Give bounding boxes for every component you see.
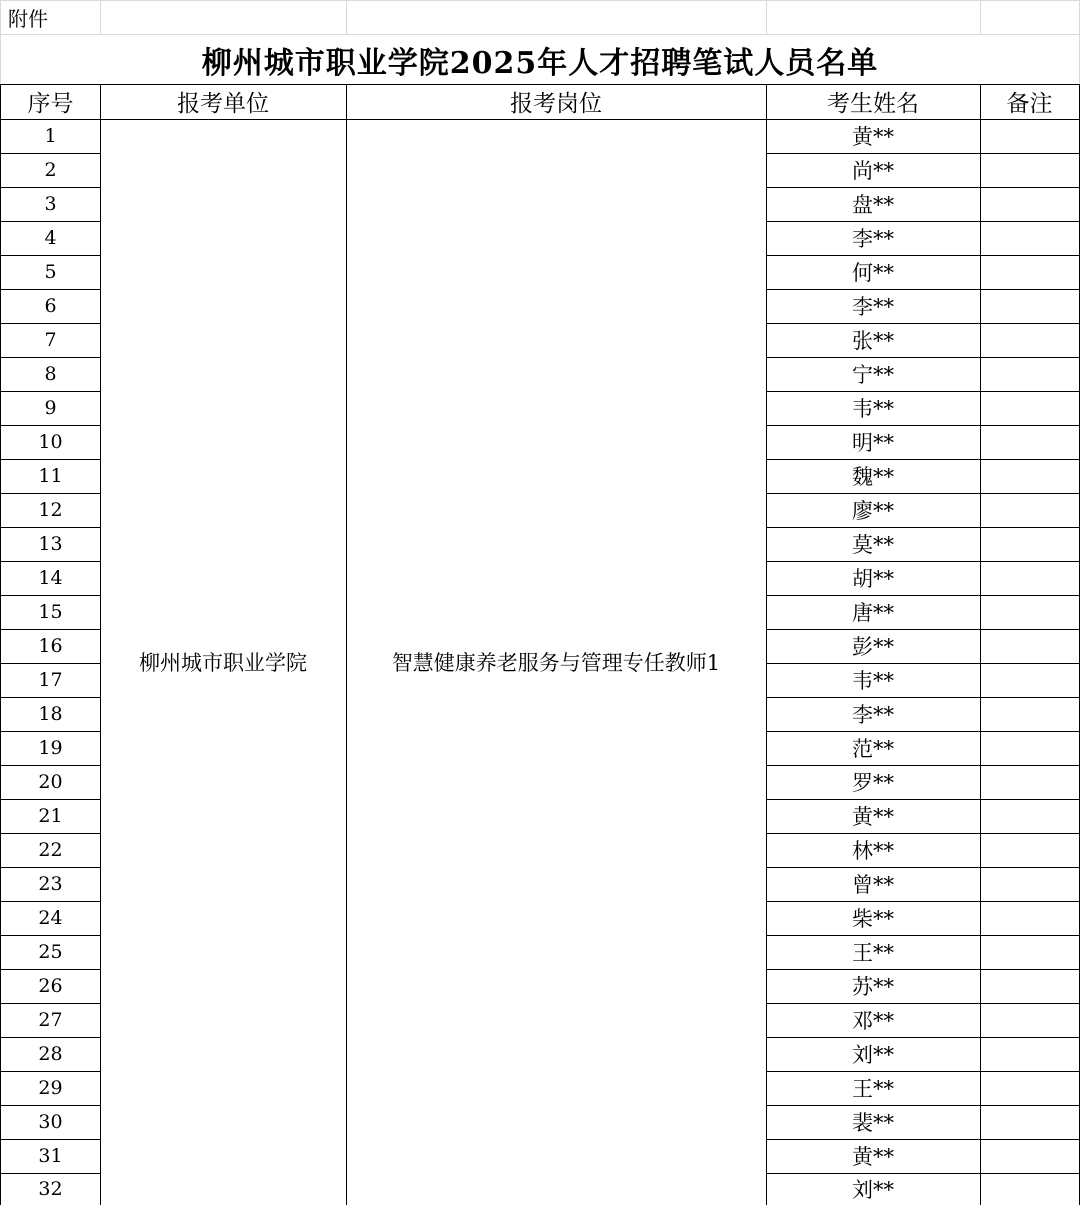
row-index: 27 bbox=[38, 1009, 63, 1031]
candidate-name-cell[interactable] bbox=[766, 1105, 981, 1140]
row-index: 17 bbox=[38, 669, 63, 691]
row-index: 6 bbox=[44, 295, 57, 317]
remark-cell[interactable] bbox=[980, 527, 1080, 562]
candidate-name-cell[interactable] bbox=[766, 561, 981, 596]
candidate-name: 柴** bbox=[852, 907, 894, 931]
row-index-cell[interactable] bbox=[0, 323, 101, 358]
remark-cell[interactable] bbox=[980, 153, 1080, 188]
empty-cell[interactable] bbox=[100, 0, 347, 35]
candidate-name-cell[interactable] bbox=[766, 901, 981, 936]
candidate-name: 魏** bbox=[852, 465, 894, 489]
candidate-name: 范** bbox=[852, 737, 894, 761]
candidate-name: 宁** bbox=[852, 363, 894, 387]
candidate-name-cell[interactable] bbox=[766, 1139, 981, 1174]
row-index: 5 bbox=[44, 261, 57, 283]
row-index: 10 bbox=[38, 431, 63, 453]
row-index-cell[interactable] bbox=[0, 527, 101, 562]
candidate-name: 王** bbox=[852, 941, 894, 965]
candidate-name: 黄** bbox=[852, 125, 894, 149]
remark-cell[interactable] bbox=[980, 493, 1080, 528]
row-index-cell[interactable] bbox=[0, 493, 101, 528]
row-index-cell[interactable] bbox=[0, 1139, 101, 1174]
row-index: 22 bbox=[38, 839, 63, 861]
remark-cell[interactable] bbox=[980, 867, 1080, 902]
remark-cell[interactable] bbox=[980, 221, 1080, 256]
remark-cell[interactable] bbox=[980, 357, 1080, 392]
candidate-name: 李** bbox=[852, 227, 894, 251]
remark-cell[interactable] bbox=[980, 1037, 1080, 1072]
header-name-label: 考生姓名 bbox=[827, 91, 919, 117]
remark-cell[interactable] bbox=[980, 595, 1080, 630]
remark-cell[interactable] bbox=[980, 697, 1080, 732]
header-name[interactable] bbox=[766, 84, 981, 120]
row-index: 28 bbox=[38, 1043, 63, 1065]
candidate-name: 黄** bbox=[852, 805, 894, 829]
candidate-name: 唐** bbox=[852, 601, 894, 625]
candidate-name-cell[interactable] bbox=[766, 493, 981, 528]
row-index: 30 bbox=[38, 1111, 63, 1133]
empty-cell[interactable] bbox=[766, 0, 981, 35]
candidate-name: 莫** bbox=[852, 533, 894, 557]
row-index: 4 bbox=[44, 227, 57, 249]
row-index: 31 bbox=[38, 1145, 63, 1167]
candidate-name: 林** bbox=[852, 839, 894, 863]
row-index: 18 bbox=[38, 703, 63, 725]
candidate-name-cell[interactable] bbox=[766, 1071, 981, 1106]
row-index: 12 bbox=[38, 499, 63, 521]
remark-cell[interactable] bbox=[980, 833, 1080, 868]
candidate-name-cell[interactable] bbox=[766, 629, 981, 664]
candidate-name-cell[interactable] bbox=[766, 459, 981, 494]
row-index: 32 bbox=[38, 1178, 63, 1200]
remark-cell[interactable] bbox=[980, 1071, 1080, 1106]
candidate-name: 罗** bbox=[852, 771, 894, 795]
row-index: 2 bbox=[44, 159, 57, 181]
candidate-name-cell[interactable] bbox=[766, 391, 981, 426]
candidate-name: 裴** bbox=[852, 1111, 894, 1135]
row-index: 11 bbox=[38, 465, 63, 487]
row-index: 14 bbox=[38, 567, 63, 589]
row-index-cell[interactable] bbox=[0, 799, 101, 834]
candidate-name: 苏** bbox=[852, 975, 894, 999]
header-unit-label: 报考单位 bbox=[177, 91, 269, 117]
candidate-name: 明** bbox=[852, 431, 894, 455]
row-index: 13 bbox=[38, 533, 63, 555]
candidate-name: 李** bbox=[852, 295, 894, 319]
row-index-cell[interactable] bbox=[0, 119, 101, 154]
remark-cell[interactable] bbox=[980, 1139, 1080, 1174]
remark-cell[interactable] bbox=[980, 289, 1080, 324]
row-index-cell[interactable] bbox=[0, 153, 101, 188]
row-index-cell[interactable] bbox=[0, 391, 101, 426]
candidate-name-cell[interactable] bbox=[766, 969, 981, 1004]
row-index: 9 bbox=[44, 397, 57, 419]
row-index-cell[interactable] bbox=[0, 221, 101, 256]
row-index-cell[interactable] bbox=[0, 1037, 101, 1072]
candidate-name: 曾** bbox=[852, 873, 894, 897]
candidate-name-cell[interactable] bbox=[766, 663, 981, 698]
candidate-name-cell[interactable] bbox=[766, 867, 981, 902]
row-index: 24 bbox=[38, 907, 63, 929]
remark-cell[interactable] bbox=[980, 799, 1080, 834]
remark-cell[interactable] bbox=[980, 731, 1080, 766]
candidate-name-cell[interactable] bbox=[766, 255, 981, 290]
row-index-cell[interactable] bbox=[0, 901, 101, 936]
row-index-cell[interactable] bbox=[0, 1071, 101, 1106]
remark-cell[interactable] bbox=[980, 1003, 1080, 1038]
candidate-name-cell[interactable] bbox=[766, 731, 981, 766]
header-position[interactable] bbox=[346, 84, 767, 120]
remark-cell[interactable] bbox=[980, 1105, 1080, 1140]
candidate-name: 刘** bbox=[852, 1043, 894, 1067]
candidate-name-cell[interactable] bbox=[766, 697, 981, 732]
unit-merged-cell[interactable] bbox=[100, 119, 347, 1205]
position-merged-cell[interactable] bbox=[346, 119, 767, 1205]
candidate-name-cell[interactable] bbox=[766, 833, 981, 868]
header-index-label: 序号 bbox=[27, 91, 74, 117]
candidate-name: 胡** bbox=[852, 567, 894, 591]
candidate-name-cell[interactable] bbox=[766, 765, 981, 800]
remark-cell[interactable] bbox=[980, 255, 1080, 290]
remark-cell[interactable] bbox=[980, 1173, 1080, 1205]
remark-cell[interactable] bbox=[980, 119, 1080, 154]
row-index: 23 bbox=[38, 873, 63, 895]
remark-cell[interactable] bbox=[980, 391, 1080, 426]
candidate-name-cell[interactable] bbox=[766, 799, 981, 834]
row-index-cell[interactable] bbox=[0, 1173, 101, 1205]
remark-cell[interactable] bbox=[980, 901, 1080, 936]
candidate-name: 廖** bbox=[852, 499, 894, 523]
candidate-name-cell[interactable] bbox=[766, 119, 981, 154]
candidate-name: 李** bbox=[852, 703, 894, 727]
remark-cell[interactable] bbox=[980, 561, 1080, 596]
remark-cell[interactable] bbox=[980, 459, 1080, 494]
unit-value: 柳州城市职业学院 bbox=[139, 651, 307, 675]
row-index: 7 bbox=[44, 329, 57, 351]
row-index-cell[interactable] bbox=[0, 255, 101, 290]
row-index-cell[interactable] bbox=[0, 561, 101, 596]
header-position-label: 报考岗位 bbox=[510, 91, 602, 117]
candidate-name-cell[interactable] bbox=[766, 1173, 981, 1205]
row-index-cell[interactable] bbox=[0, 833, 101, 868]
row-index-cell[interactable] bbox=[0, 663, 101, 698]
row-index: 26 bbox=[38, 975, 63, 997]
candidate-name: 尚** bbox=[852, 159, 894, 183]
candidate-name: 王** bbox=[852, 1077, 894, 1101]
candidate-name-cell[interactable] bbox=[766, 1003, 981, 1038]
row-index: 15 bbox=[38, 601, 63, 623]
candidate-name: 黄** bbox=[852, 1145, 894, 1169]
row-index: 3 bbox=[44, 193, 57, 215]
candidate-name-cell[interactable] bbox=[766, 221, 981, 256]
remark-cell[interactable] bbox=[980, 765, 1080, 800]
row-index: 16 bbox=[38, 635, 63, 657]
row-index-cell[interactable] bbox=[0, 765, 101, 800]
candidate-name-cell[interactable] bbox=[766, 357, 981, 392]
candidate-name: 邓** bbox=[852, 1009, 894, 1033]
row-index-cell[interactable] bbox=[0, 289, 101, 324]
row-index: 21 bbox=[38, 805, 63, 827]
row-index-cell[interactable] bbox=[0, 187, 101, 222]
row-index-cell[interactable] bbox=[0, 1003, 101, 1038]
candidate-name-cell[interactable] bbox=[766, 289, 981, 324]
candidate-name: 彭** bbox=[852, 635, 894, 659]
remark-cell[interactable] bbox=[980, 935, 1080, 970]
candidate-name-cell[interactable] bbox=[766, 187, 981, 222]
row-index-cell[interactable] bbox=[0, 459, 101, 494]
empty-cell[interactable] bbox=[346, 0, 767, 35]
header-remark-label: 备注 bbox=[1006, 91, 1053, 117]
header-remark[interactable] bbox=[980, 84, 1080, 120]
empty-cell[interactable] bbox=[980, 0, 1080, 35]
row-index-cell[interactable] bbox=[0, 629, 101, 664]
remark-cell[interactable] bbox=[980, 425, 1080, 460]
candidate-name: 盘** bbox=[852, 193, 894, 217]
candidate-name-cell[interactable] bbox=[766, 425, 981, 460]
header-unit[interactable] bbox=[100, 84, 347, 120]
row-index-cell[interactable] bbox=[0, 1105, 101, 1140]
candidate-name: 何** bbox=[852, 261, 894, 285]
candidate-name: 张** bbox=[852, 329, 894, 353]
row-index: 1 bbox=[44, 125, 57, 147]
candidate-name-cell[interactable] bbox=[766, 527, 981, 562]
candidate-name-cell[interactable] bbox=[766, 935, 981, 970]
page-title[interactable] bbox=[0, 35, 1080, 85]
remark-cell[interactable] bbox=[980, 663, 1080, 698]
candidate-name: 韦** bbox=[852, 669, 894, 693]
row-index: 19 bbox=[38, 737, 63, 759]
row-index: 8 bbox=[44, 363, 57, 385]
row-index-cell[interactable] bbox=[0, 697, 101, 732]
row-index-cell[interactable] bbox=[0, 867, 101, 902]
remark-cell[interactable] bbox=[980, 629, 1080, 664]
remark-cell[interactable] bbox=[980, 323, 1080, 358]
candidate-name-cell[interactable] bbox=[766, 153, 981, 188]
annex-label-cell[interactable] bbox=[0, 0, 101, 35]
remark-cell[interactable] bbox=[980, 969, 1080, 1004]
page-title-text: 柳州城市职业学院2025年人才招聘笔试人员名单 bbox=[201, 45, 879, 81]
row-index: 25 bbox=[38, 941, 63, 963]
header-index[interactable] bbox=[0, 84, 101, 120]
row-index: 29 bbox=[38, 1077, 63, 1099]
row-index-cell[interactable] bbox=[0, 731, 101, 766]
candidate-name: 刘** bbox=[852, 1178, 894, 1202]
remark-cell[interactable] bbox=[980, 187, 1080, 222]
row-index-cell[interactable] bbox=[0, 935, 101, 970]
candidate-name-cell[interactable] bbox=[766, 1037, 981, 1072]
candidate-name-cell[interactable] bbox=[766, 595, 981, 630]
row-index-cell[interactable] bbox=[0, 357, 101, 392]
row-index-cell[interactable] bbox=[0, 425, 101, 460]
position-value: 智慧健康养老服务与管理专任教师1 bbox=[391, 651, 721, 675]
row-index: 20 bbox=[38, 771, 63, 793]
candidate-name-cell[interactable] bbox=[766, 323, 981, 358]
candidate-name: 韦** bbox=[852, 397, 894, 421]
row-index-cell[interactable] bbox=[0, 595, 101, 630]
annex-label: 附件 bbox=[8, 7, 48, 31]
row-index-cell[interactable] bbox=[0, 969, 101, 1004]
